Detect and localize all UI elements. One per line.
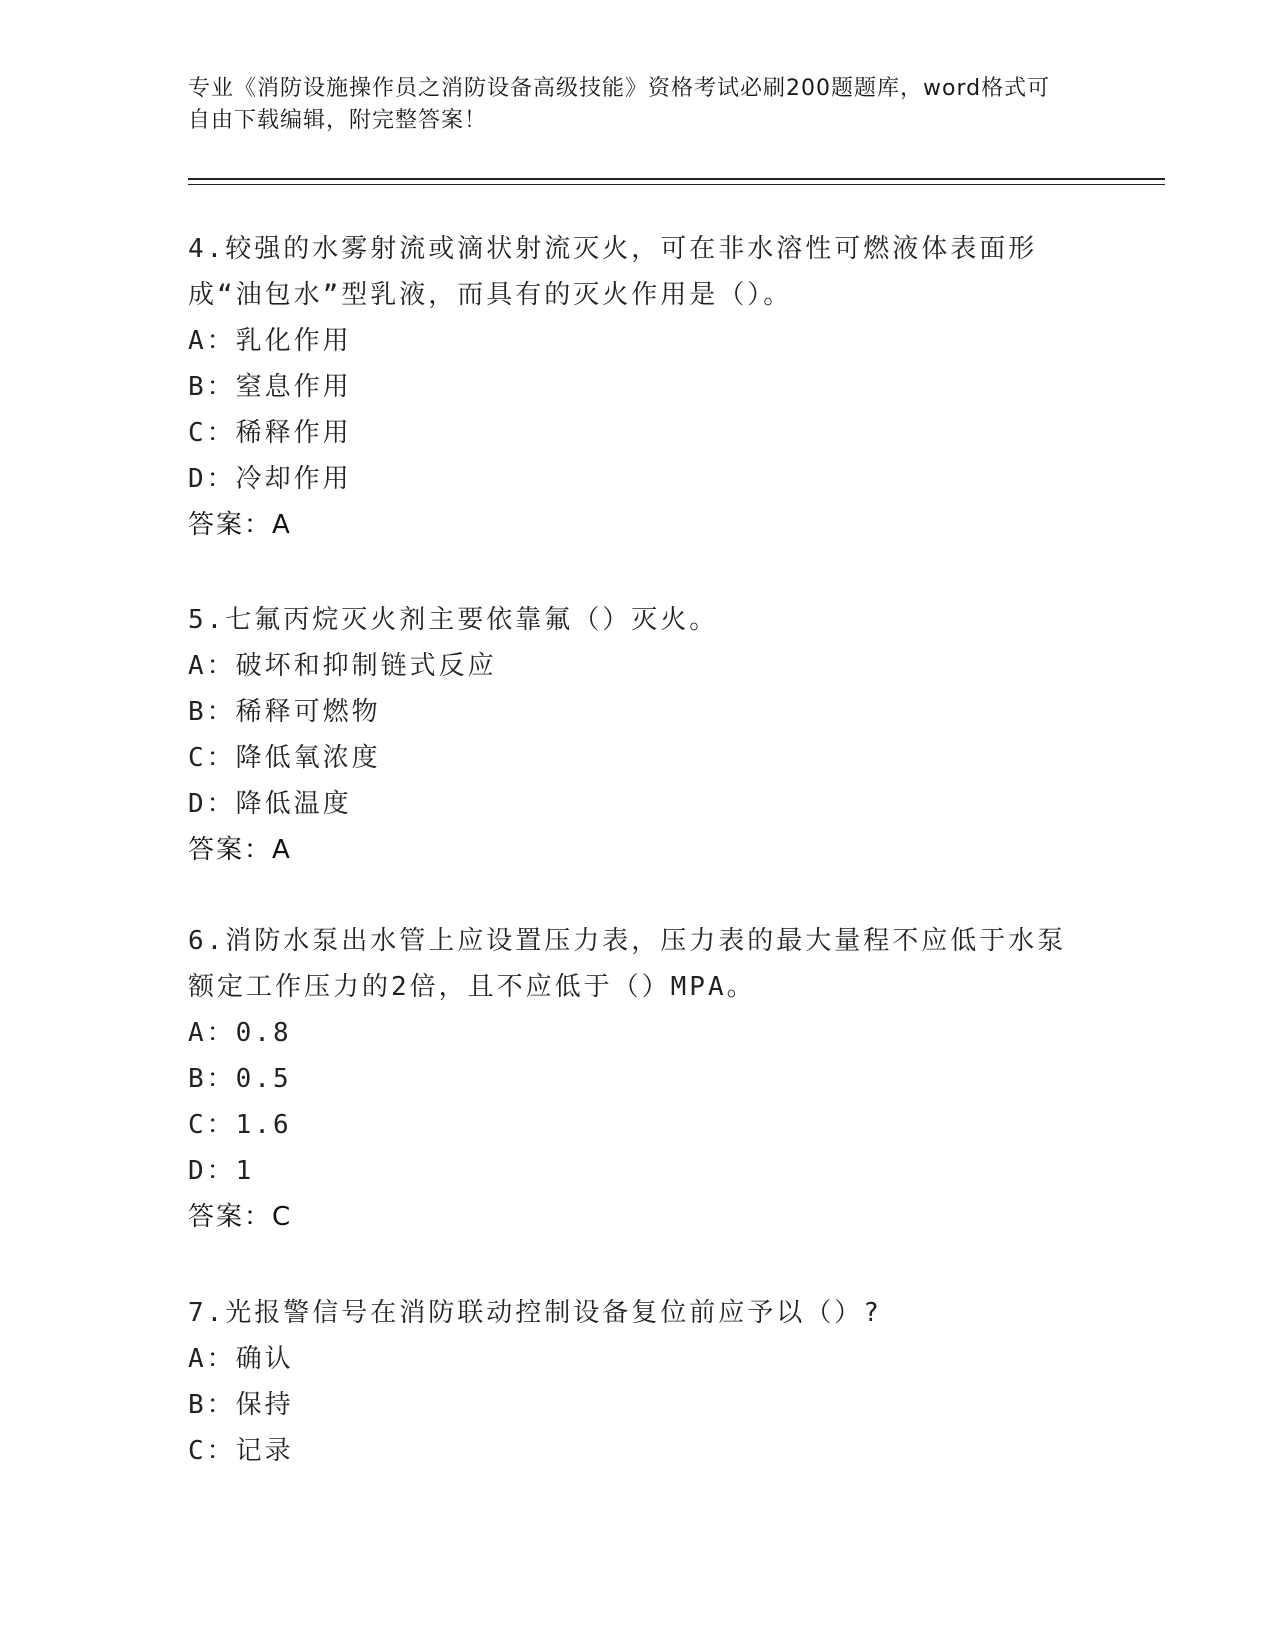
option-c: C：降低氧浓度: [188, 743, 381, 773]
option-c: C：1.6: [188, 1110, 292, 1140]
document-header: 专业《消防设施操作员之消防设备高级技能》资格考试必刷200题题库，word格式可自由下载编辑，附完整答案！: [188, 76, 1051, 133]
question-6: [188, 918, 1088, 1240]
answer-line: 答案：A: [188, 510, 292, 540]
answer-line: 答案：A: [188, 835, 292, 865]
header-divider-thin: [188, 184, 1165, 185]
option-d: D：冷却作用: [188, 464, 352, 494]
option-a: A：乳化作用: [188, 326, 352, 356]
question-stem: 5.七氟丙烷灭火剂主要依靠氟（）灭火。: [188, 605, 719, 635]
option-b: B：保持: [188, 1390, 294, 1420]
answer-line: 答案：C: [188, 1202, 293, 1232]
option-b: B：0.5: [188, 1064, 292, 1094]
option-c: C：记录: [188, 1436, 294, 1466]
option-a: A：确认: [188, 1344, 294, 1374]
question-stem: 6.消防水泵出水管上应设置压力表，压力表的最大量程不应低于水泵额定工作压力的2倍，且不应低于（）MPA。: [188, 926, 1067, 1002]
question-stem: 7.光报警信号在消防联动控制设备复位前应予以（）?: [188, 1298, 882, 1328]
option-d: D：降低温度: [188, 789, 352, 819]
option-a: A：破坏和抑制链式反应: [188, 651, 497, 681]
question-7: [188, 1290, 1088, 1474]
option-c: C：稀释作用: [188, 418, 352, 448]
option-b: B：窒息作用: [188, 372, 352, 402]
option-d: D：1: [188, 1156, 255, 1186]
question-stem: 4.较强的水雾射流或滴状射流灭火，可在非水溶性可燃液体表面形成“油包水”型乳液，而具有的灭火作用是（）。: [188, 234, 1038, 310]
option-a: A：0.8: [188, 1018, 292, 1048]
question-4: [188, 226, 1088, 548]
question-5: [188, 597, 1088, 873]
option-b: B：稀释可燃物: [188, 697, 381, 727]
header-divider-thick: [188, 178, 1165, 180]
